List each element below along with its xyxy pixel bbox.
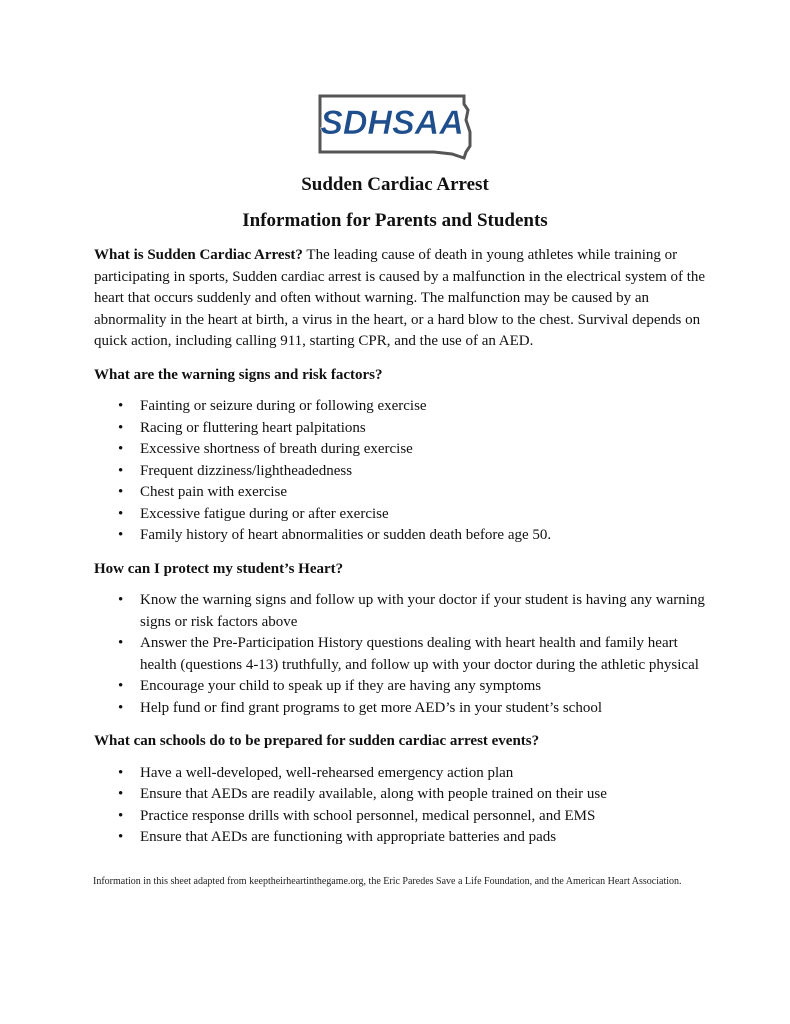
list-item: • Frequent dizziness/lightheadedness bbox=[140, 461, 714, 483]
source-footnote: Information in this sheet adapted from keeptheirheartinthegame.org, the Eric Paredes Save a Life Foundation, and the American Heart Association. bbox=[93, 876, 682, 887]
list-item: • Encourage your child to speak up if they are having any symptoms bbox=[140, 676, 714, 698]
document-body bbox=[94, 245, 714, 849]
list-item: • Family history of heart abnormalities or sudden death before age 50. bbox=[140, 525, 714, 547]
list-item: • Ensure that AEDs are readily available, along with people trained on their use bbox=[140, 784, 714, 806]
list-item: • Excessive fatigue during or after exercise bbox=[140, 504, 714, 526]
intro-text: The leading cause of death in young athletes while training or participating in sports, Sudden cardiac arrest is caused by a malfunction in the electrical system of the heart that occurs suddenly and often without warning. The malfunction may be caused by an abnormality in the heart at birth, a virus in the heart, or a hard blow to the chest. Survival depends on quick action, including calling 911, starting CPR, and the use of an AED. bbox=[94, 247, 706, 349]
intro-paragraph bbox=[94, 245, 714, 353]
list-item: • Chest pain with exercise bbox=[140, 482, 714, 504]
protect-heading: How can I protect my student’s Heart? bbox=[94, 560, 344, 577]
list-item: • Racing or fluttering heart palpitations bbox=[140, 418, 714, 440]
page-subtitle: Information for Parents and Students bbox=[242, 210, 548, 231]
list-item: • Have a well-developed, well-rehearsed emergency action plan bbox=[140, 763, 714, 785]
warning-heading: What are the warning signs and risk factors? bbox=[94, 366, 383, 383]
list-item: • Know the warning signs and follow up with your doctor if your student is having any warning signs or risk factors above bbox=[140, 590, 714, 633]
warning-list bbox=[94, 396, 714, 547]
schools-heading: What can schools do to be prepared for sudden cardiac arrest events? bbox=[94, 733, 540, 749]
page-title: Sudden Cardiac Arrest bbox=[301, 174, 489, 195]
list-item: • Answer the Pre-Participation History questions dealing with heart health and family heart health (questions 4-13) truthfully, and follow up with your doctor during the athletic physical bbox=[140, 633, 714, 676]
logo-text: SDHSAA bbox=[320, 104, 464, 142]
list-item: • Practice response drills with school personnel, medical personnel, and EMS bbox=[140, 806, 714, 828]
sdhsaa-logo bbox=[314, 92, 476, 162]
sdhsaa-logo-graphic bbox=[314, 92, 476, 162]
list-item: • Fainting or seizure during or following exercise bbox=[140, 396, 714, 418]
list-item: • Excessive shortness of breath during exercise bbox=[140, 439, 714, 461]
list-item: • Help fund or find grant programs to get more AED’s in your student’s school bbox=[140, 698, 714, 720]
list-item: • Ensure that AEDs are functioning with appropriate batteries and pads bbox=[140, 827, 714, 849]
intro-question: What is Sudden Cardiac Arrest? bbox=[94, 247, 303, 263]
schools-list bbox=[94, 763, 714, 849]
protect-list bbox=[94, 590, 714, 719]
